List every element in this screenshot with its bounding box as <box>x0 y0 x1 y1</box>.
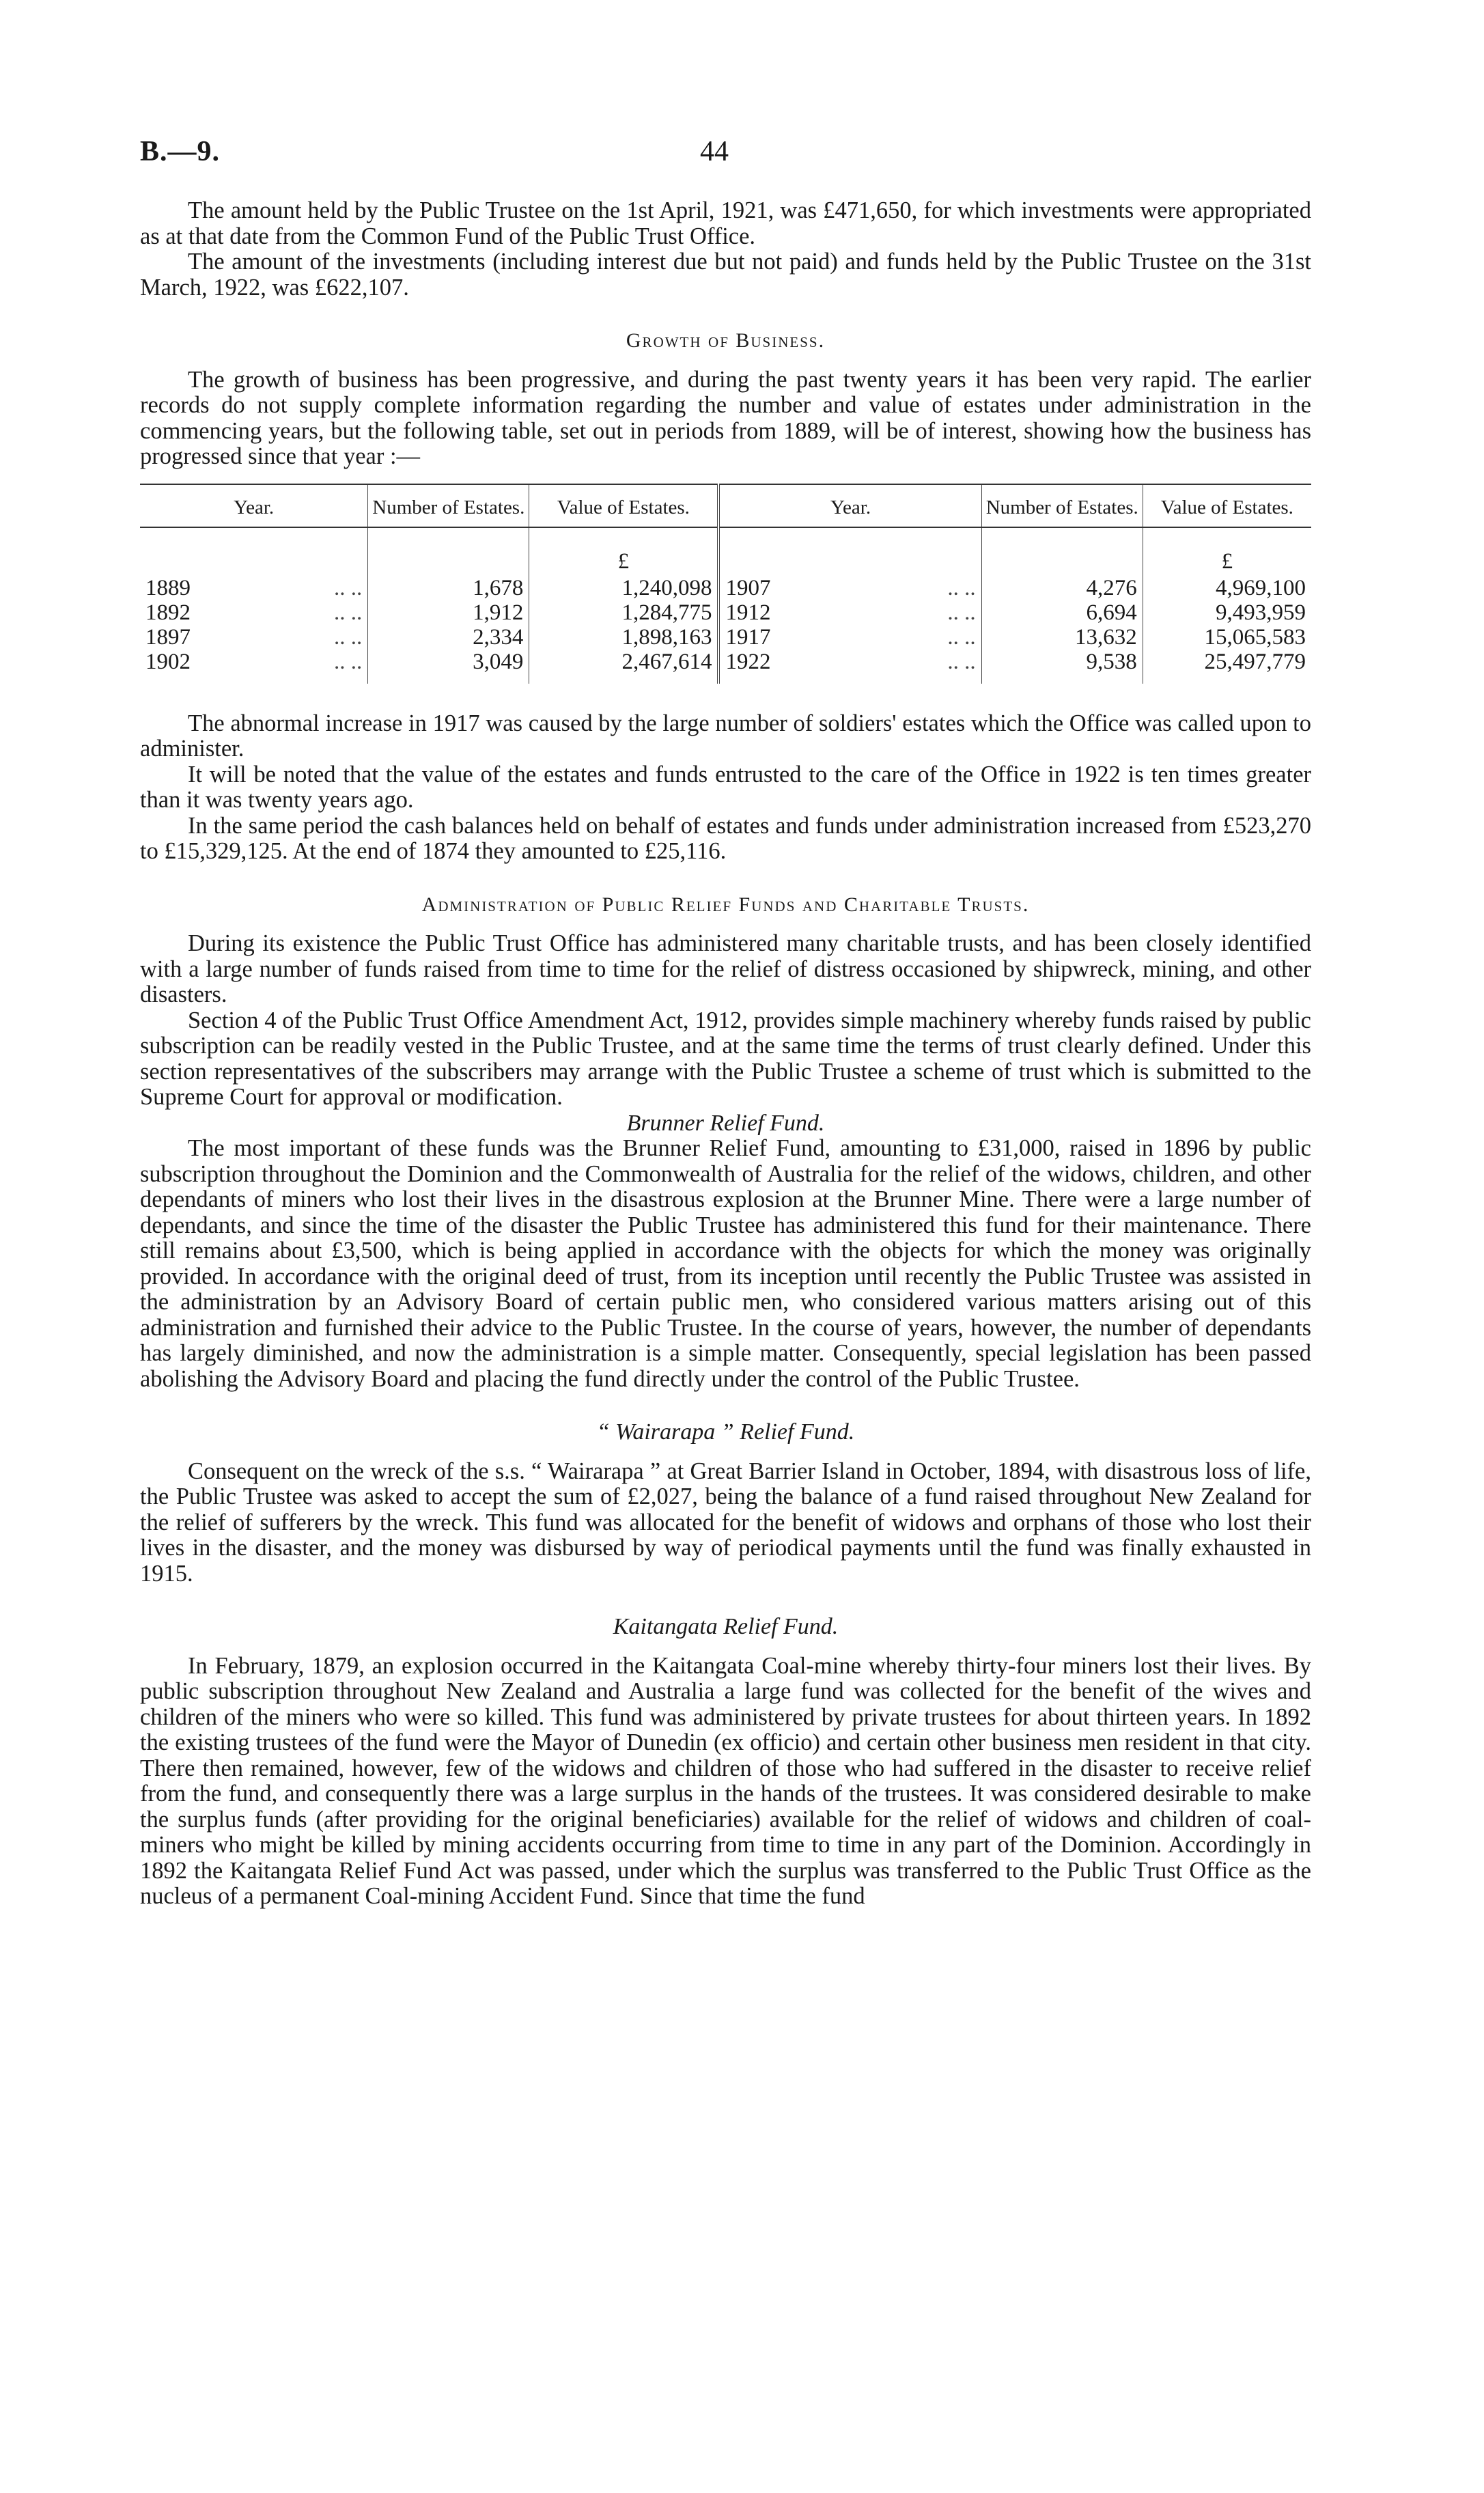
value-cell: 25,497,779 <box>1143 650 1311 684</box>
growth-after-paragraph-1: The abnormal increase in 1917 was caused by the large number of soldiers' estates which the Office was called upon to administer. <box>140 710 1311 762</box>
wairarapa-heading: “ Wairarapa ” Relief Fund. <box>596 1419 855 1445</box>
number-cell: 1,912 <box>368 600 529 625</box>
table-row <box>140 576 1311 600</box>
value-cell: 2,467,614 <box>529 650 719 684</box>
number-cell: 13,632 <box>981 625 1143 650</box>
value-cell: 1,898,163 <box>529 625 719 650</box>
number-cell: 9,538 <box>981 650 1143 684</box>
page-number: 44 <box>700 136 729 167</box>
number-cell: 2,334 <box>368 625 529 650</box>
page-body <box>140 198 1311 1910</box>
brunner-heading: Brunner Relief Fund. <box>626 1110 825 1136</box>
year-cell: 1907 <box>725 575 771 600</box>
estates-table <box>140 484 1311 684</box>
table-header-row <box>140 484 1311 527</box>
intro-paragraph-1: The amount held by the Public Trustee on the 1st April, 1921, was £471,650, for which investments were appropriated as at that date from the Common Fund of the Public Trust Office. <box>140 197 1311 249</box>
relief-heading: Administration of Public Relief Funds and Charitable Trusts. <box>421 893 1030 916</box>
unit-row <box>140 527 1311 576</box>
value-cell: 1,284,775 <box>529 600 719 625</box>
table-row <box>140 650 1311 684</box>
leader-dots: .. .. <box>947 600 976 625</box>
page-header <box>140 135 1356 176</box>
unit-label-2: £ <box>1143 527 1311 576</box>
relief-paragraph-1: During its existence the Public Trust Office has administered many charitable trusts, and has been closely identified with a large number of funds raised from time to time for the relief of distress occasioned by shipwreck, mining, and other disasters. <box>140 930 1311 1007</box>
year-cell: 1902 <box>145 649 191 674</box>
col-value-2: Value of Estates. <box>1143 484 1311 527</box>
kaitangata-paragraph: In February, 1879, an explosion occurred in the Kaitangata Coal-mine whereby thirty-four miners lost their lives. By public subscription throughout New Zealand and Australia a large fund was collected for the benefit of the wives and children of the miners who were so killed. This fund was administered by private trustees for about thirteen years. In 1892 the existing trustees of the fund were the Mayor of Dunedin (ex officio) and certain other business men resident in that city. There then remained, however, few of the widows and children of those who had suffered in the disaster to receive relief from the fund, and consequently there was a large surplus in the hands of the trustees. It was considered desirable to make the surplus funds (after providing for the original beneficiaries) available for the relief of widows and children of coal-miners who might be killed by mining accidents occurring from time to time in any part of the Dominion. Accordingly in 1892 the Kaitangata Relief Fund Act was passed, under which the surplus was transferred to the Public Trust Office as the nucleus of a permanent Coal-mining Accident Fund. Since that time the fund <box>140 1652 1311 1909</box>
growth-after-paragraph-3: In the same period the cash balances held on behalf of estates and funds under administration increased from £523,270 to £15,329,125. At the end of 1874 they amounted to £25,116. <box>140 812 1311 864</box>
value-cell: 15,065,583 <box>1143 625 1311 650</box>
year-cell: 1912 <box>725 600 771 625</box>
table-row <box>140 625 1311 650</box>
col-number-1: Number of Estates. <box>368 484 529 527</box>
number-cell: 6,694 <box>981 600 1143 625</box>
col-year-2: Year. <box>718 484 981 527</box>
relief-paragraph-2: Section 4 of the Public Trust Office Amendment Act, 1912, provides simple machinery whereby funds raised by public subscription can be readily vested in the Public Trustee, and at the same time the terms of trust clearly defined. Under this section representatives of the subscribers may arrange with the Public Trustee a scheme of trust which is submitted to the Supreme Court for approval or modification. <box>140 1007 1311 1110</box>
leader-dots: .. .. <box>334 600 363 625</box>
year-cell: 1897 <box>145 624 191 650</box>
growth-heading: Growth of Business. <box>626 329 826 352</box>
growth-after-paragraph-2: It will be noted that the value of the estates and funds entrusted to the care of the Office in 1922 is ten times greater than it was twenty years ago. <box>140 761 1311 813</box>
leader-dots: .. .. <box>947 624 976 650</box>
leader-dots: .. .. <box>334 624 363 650</box>
col-value-1: Value of Estates. <box>529 484 719 527</box>
kaitangata-heading: Kaitangata Relief Fund. <box>613 1614 839 1639</box>
value-cell: 1,240,098 <box>529 576 719 600</box>
unit-label-1: £ <box>529 527 719 576</box>
col-year-1: Year. <box>140 484 368 527</box>
year-cell: 1917 <box>725 624 771 650</box>
intro-paragraph-2: The amount of the investments (including interest due but not paid) and funds held by the Public Trustee on the 31st March, 1922, was £622,107. <box>140 249 1311 301</box>
number-cell: 3,049 <box>368 650 529 684</box>
leader-dots: .. .. <box>947 575 976 600</box>
brunner-paragraph: The most important of these funds was the Brunner Relief Fund, amounting to £31,000, raised in 1896 by public subscription throughout the Dominion and the Commonwealth of Australia for the relief of the widows, children, and other dependants of miners who lost their lives in the disastrous explosion at the Brunner Mine. There were a large number of dependants, and since the time of the disaster the Public Trustee has administered this fund for their maintenance. There still remains about £3,500, which is being applied in accordance with the objects for which the money was originally provided. In accordance with the original deed of trust, from its inception until recently the Public Trustee was assisted in the administration by an Advisory Board of certain public men, who considered various matters arising out of this administration and furnished their advice to the Public Trustee. In the course of years, however, the number of dependants has largely diminished, and now the administration is a simple matter. Consequently, special legislation has been passed abolishing the Advisory Board and placing the fund directly under the control of the Public Trustee. <box>140 1135 1311 1392</box>
year-cell: 1922 <box>725 649 771 674</box>
number-cell: 4,276 <box>981 576 1143 600</box>
growth-paragraph: The growth of business has been progressive, and during the past twenty years it has been very rapid. The earlier records do not supply complete information regarding the number and value of estates under administration in the commencing years, but the following table, set out in periods from 1889, will be of interest, showing how the business has progressed since that year :— <box>140 366 1311 469</box>
wairarapa-paragraph: Consequent on the wreck of the s.s. “ Wairarapa ” at Great Barrier Island in October, 1894, with disastrous loss of life, the Public Trustee was asked to accept the sum of £2,027, being the balance of a fund raised throughout New Zealand for the relief of sufferers by the wreck. This fund was allocated for the benefit of widows and orphans of those who lost their lives in the disaster, and the money was disbursed by way of periodical payments until the fund was finally exhausted in 1915. <box>140 1458 1311 1587</box>
table-row <box>140 600 1311 625</box>
document-code: B.—9. <box>140 136 221 167</box>
col-number-2: Number of Estates. <box>981 484 1143 527</box>
value-cell: 9,493,959 <box>1143 600 1311 625</box>
leader-dots: .. .. <box>334 575 363 600</box>
number-cell: 1,678 <box>368 576 529 600</box>
year-cell: 1892 <box>145 600 191 625</box>
leader-dots: .. .. <box>334 649 363 674</box>
year-cell: 1889 <box>145 575 191 600</box>
leader-dots: .. .. <box>947 649 976 674</box>
value-cell: 4,969,100 <box>1143 576 1311 600</box>
